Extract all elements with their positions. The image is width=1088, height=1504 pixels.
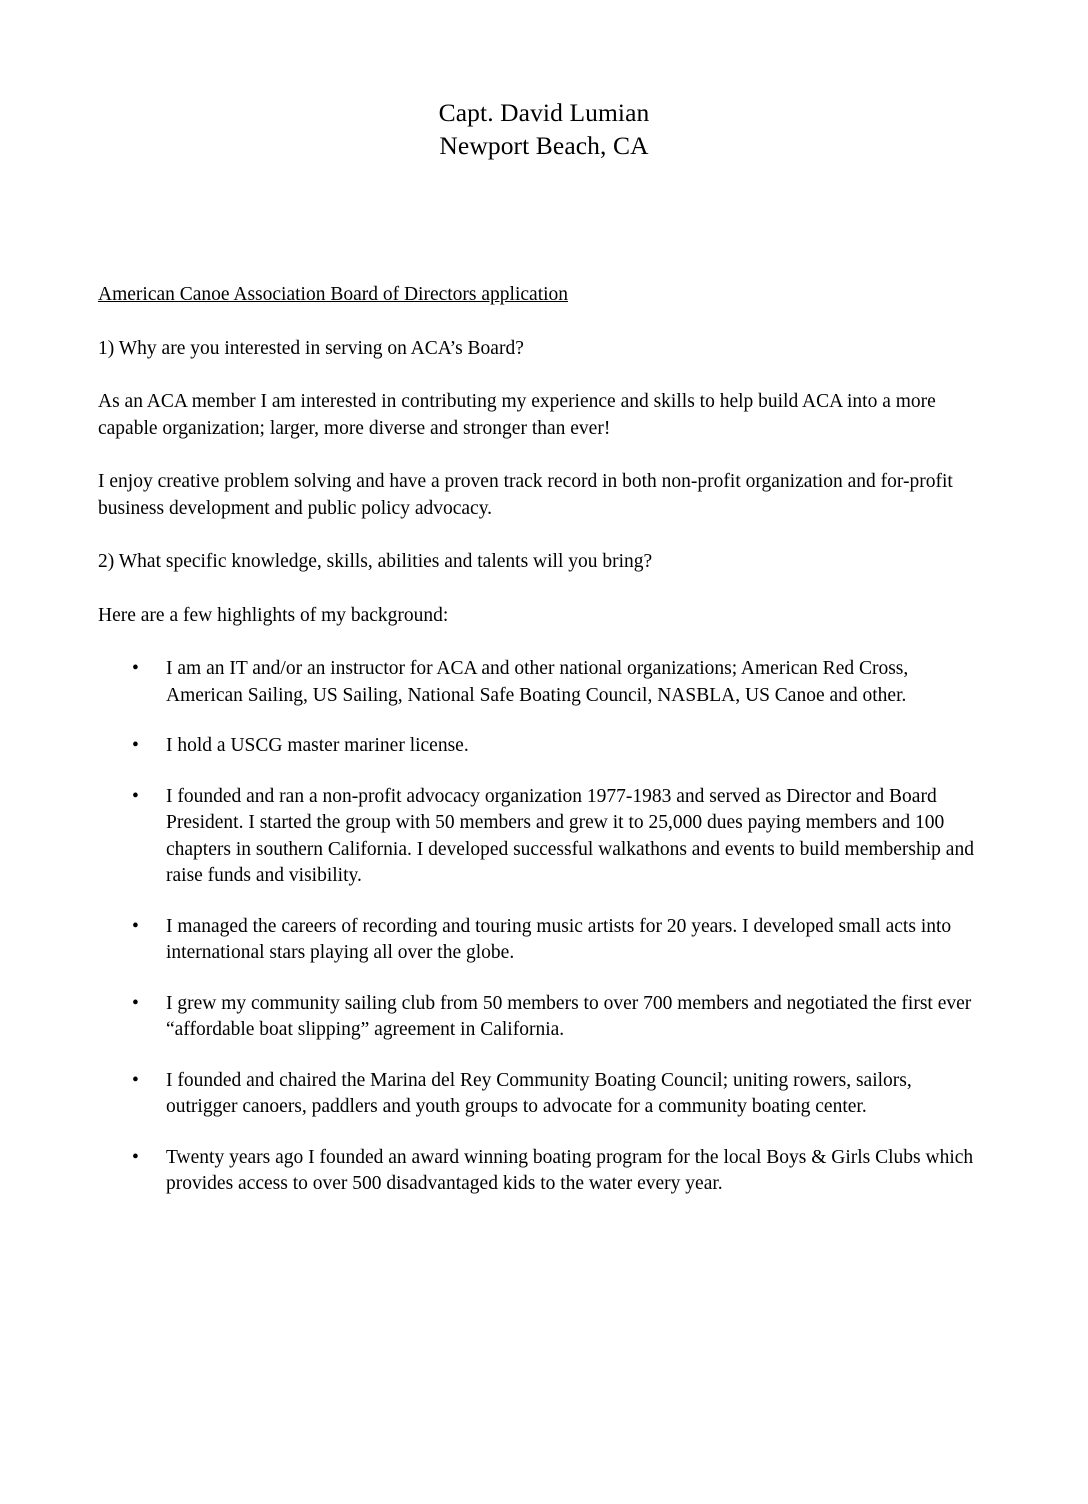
list-item [98,991,984,1044]
bullet-icon: • [132,915,139,937]
highlights-list [98,656,992,1198]
list-item [98,1068,984,1121]
section-title: American Canoe Association Board of Directors application [98,284,569,306]
list-item-text: Twenty years ago I founded an award winning boating program for the local Boys & Girls Clubs which provides access to over 500 disadvantaged kids to the water every year. [166,1146,974,1195]
document-header [0,96,1088,162]
author-name: Capt. David Lumian [438,98,650,127]
list-item [98,733,984,760]
bullet-icon: • [132,1146,139,1168]
list-item-text: I founded and ran a non-profit advocacy organization 1977-1983 and served as Director and Board President. I started the group with 50 members and grew it to 25,000 dues paying members and 100 chapters in southern California. I developed successful walkathons and events to build membership and raise funds and visibility. [166,785,974,887]
list-item [98,784,984,890]
list-item-text: I managed the careers of recording and touring music artists for 20 years. I developed small acts into international stars playing all over the globe. [166,915,952,964]
document-body [98,282,992,1198]
list-item [98,656,984,709]
list-item [98,914,984,967]
bullet-icon: • [132,992,139,1014]
list-item-text: I am an IT and/or an instructor for ACA and other national organizations; American Red Cross, American Sailing, US Sailing, National Safe Boating Council, NASBLA, US Canoe and other. [166,658,909,706]
question-2: 2) What specific knowledge, skills, abilities and talents will you bring? [98,551,653,573]
bullet-icon: • [132,735,139,757]
document-page [0,96,1088,1504]
question-1: 1) Why are you interested in serving on ACA’s Board? [98,337,524,359]
author-location: Newport Beach, CA [439,131,649,161]
list-item-text: I founded and chaired the Marina del Rey Community Boating Council; uniting rowers, sailors, outrigger canoers, paddlers and youth groups to advocate for a community boating center. [166,1069,912,1118]
answer-2-lead: Here are a few highlights of my background: [98,604,449,626]
list-item [98,1145,984,1198]
answer-1-paragraph-1: As an ACA member I am interested in contributing my experience and skills to help build ACA into a more capable organization; larger, more diverse and stronger than ever! [98,391,936,439]
answer-1-paragraph-2: I enjoy creative problem solving and have a proven track record in both non-profit organization and for-profit business development and public policy advocacy. [98,471,953,519]
bullet-icon: • [132,658,139,680]
list-item-text: I hold a USCG master mariner license. [166,735,469,757]
bullet-icon: • [132,1069,139,1091]
bullet-icon: • [132,785,139,807]
list-item-text: I grew my community sailing club from 50 members to over 700 members and negotiated the first ever “affordable boat slipping” agreement in California. [166,992,972,1041]
